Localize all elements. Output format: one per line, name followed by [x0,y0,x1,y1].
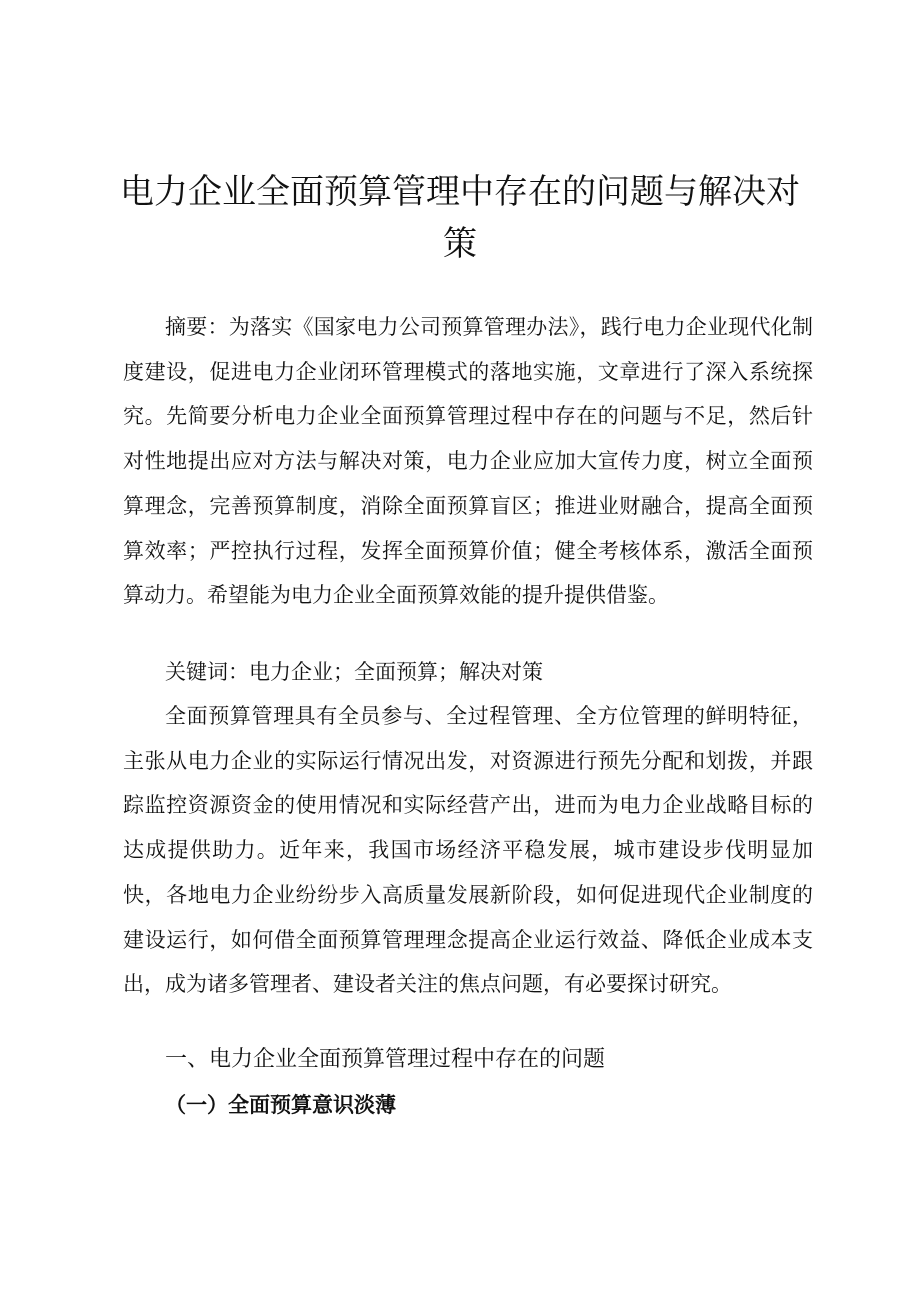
abstract-paragraph: 摘要：为落实《国家电力公司预算管理办法》，践行电力企业现代化制度建设，促进电力企业闭环管理模式的落地实施，文章进行了深入系统探究。先简要分析电力企业全面预算管理过程中存在的问题与不足，然后针对性地提出应对方法与解决对策，电力企业应加大宣传力度，树立全面预算理念，完善预算制度，消除全面预算盲区；推进业财融合，提高全面预算效率；严控执行过程，发挥全面预算价值；健全考核体系，激活全面预算动力。希望能为电力企业全面预算效能的提升提供借鉴。 [123,315,813,608]
intro-paragraph: 全面预算管理具有全员参与、全过程管理、全方位管理的鲜明特征，主张从电力企业的实际运行情况出发，对资源进行预先分配和划拨，并跟踪监控资源资金的使用情况和实际经营产出，进而为电力企业战略目标的达成提供助力。近年来，我国市场经济平稳发展，城市建设步伐明显加快，各地电力企业纷纷步入高质量发展新阶段，如何促进现代企业制度的建设运行，如何借全面预算管理理念提高企业运行效益、降低企业成本支出，成为诸多管理者、建设者关注的焦点问题，有必要探讨研究。 [123,704,813,997]
section-heading: 一、电力企业全面预算管理过程中存在的问题 [165,1047,606,1072]
keywords-paragraph: 关键词：电力企业；全面预算；解决对策 [165,660,543,684]
subsection-heading: （一）全面预算意识淡薄 [165,1092,396,1117]
document-title: 电力企业全面预算管理中存在的问题与解决对策 [120,172,800,264]
